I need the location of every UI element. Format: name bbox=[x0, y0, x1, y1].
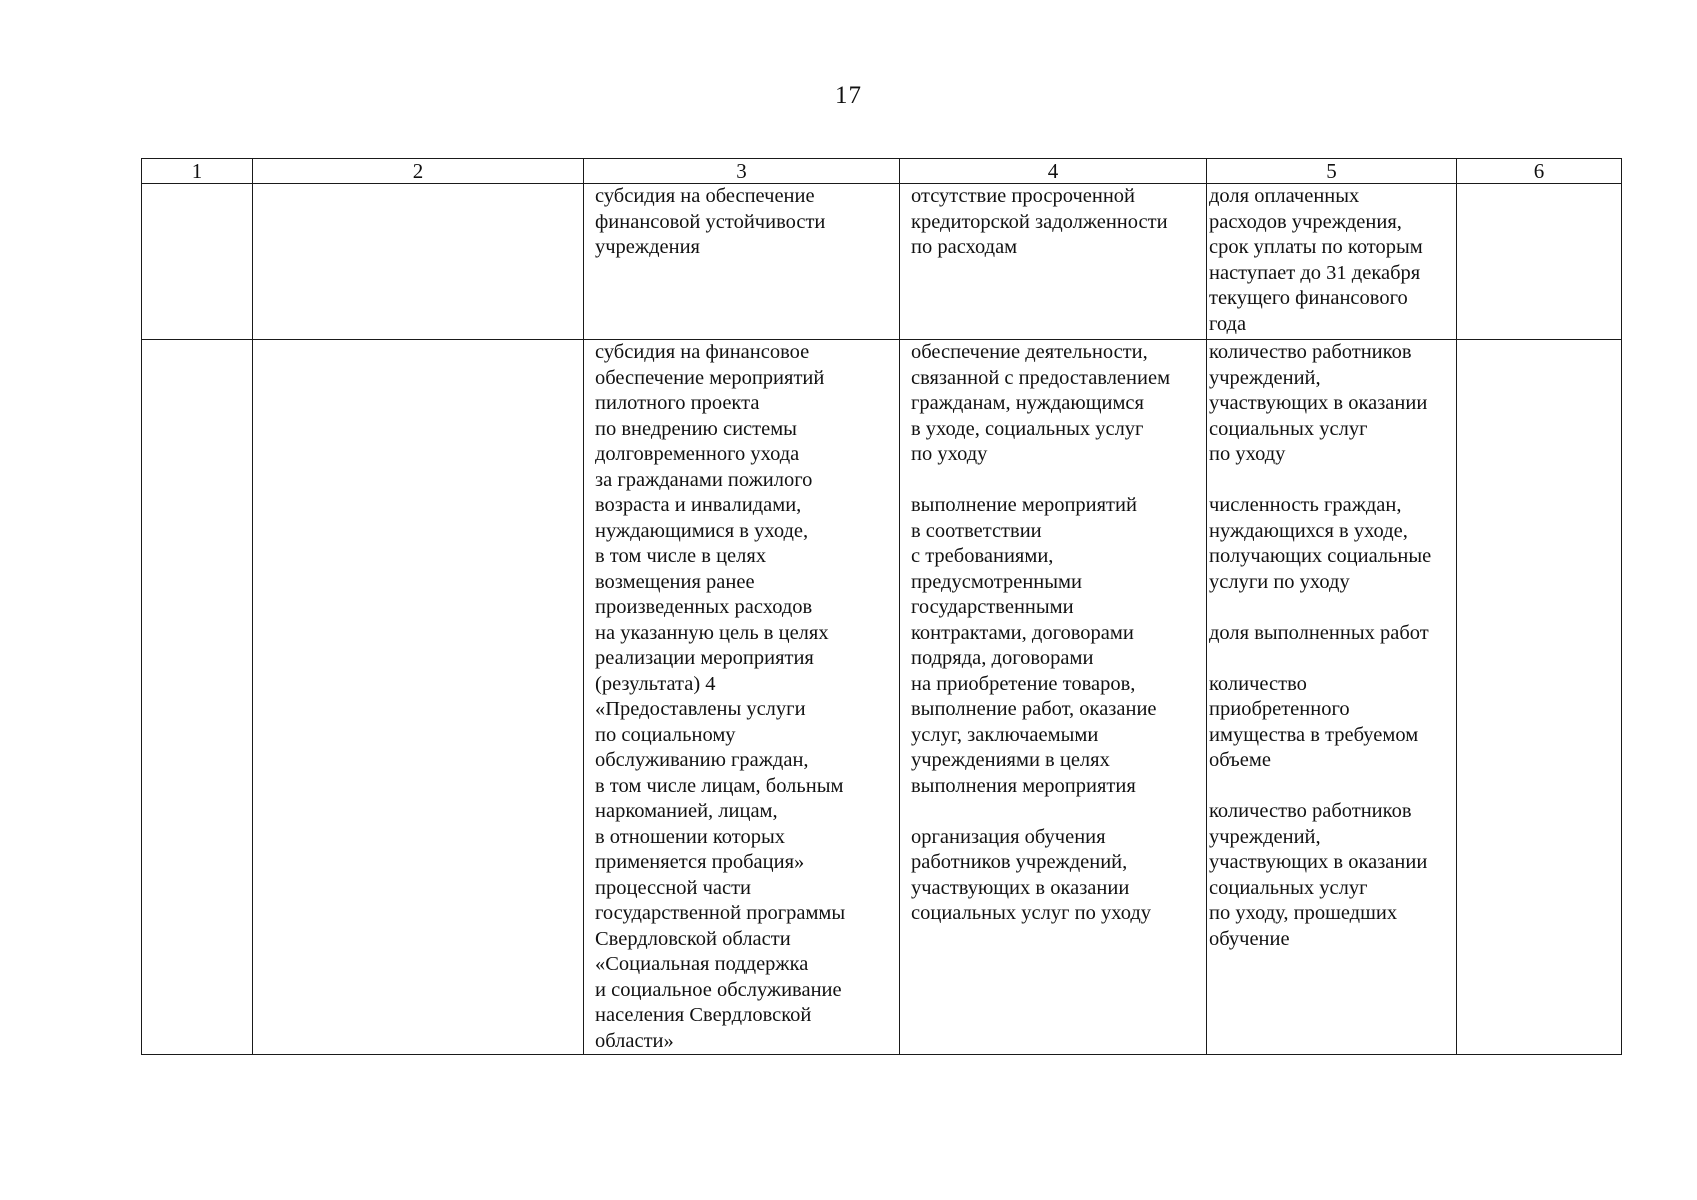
col-header-6: 6 bbox=[1457, 159, 1622, 184]
table-cell-col-4 bbox=[900, 184, 1207, 340]
table-cell-col-5 bbox=[1207, 184, 1457, 340]
table-cell-col-3 bbox=[584, 340, 900, 1055]
table-cell-col-5 bbox=[1207, 340, 1457, 1055]
cell-paragraph: субсидия на обеспечение финансовой устойчивости учреждения bbox=[595, 185, 826, 258]
table-cell-col-1 bbox=[142, 184, 253, 340]
table-cell-col-2 bbox=[253, 184, 584, 340]
page-number: 17 bbox=[835, 82, 862, 109]
cell-paragraph: субсидия на финансовое обеспечение мероприятий пилотного проекта по внедрению системы долговременного ухода за гражданами пожилого возраста и инвалидами, нуждающимися в уходе, в том числе в целях возмещения ранее произведенных расходов на указанную цель в целях реализации мероприятия (результата) 4 «Предоставлены услуги по социальному обслуживанию граждан, в том числе лицам, больным наркоманией, лицам, в отношении которых применяется пробация» процессной части государственной программы Свердловской области «Социальная поддержка и социальное обслуживание населения Свердловской области» bbox=[595, 341, 846, 1052]
cell-paragraph: количество работников учреждений, участвующих в оказании социальных услуг по уходу, прошедших обучение bbox=[1209, 800, 1428, 950]
table-cell-col-3 bbox=[584, 184, 900, 340]
cell-paragraph: обеспечение деятельности, связанной с предоставлением гражданам, нуждающимся в уходе, социальных услуг по уходу bbox=[911, 341, 1171, 465]
cell-paragraph: количество работников учреждений, участвующих в оказании социальных услуг по уходу bbox=[1209, 341, 1428, 465]
cell-paragraph: выполнение мероприятий в соответствии с требованиями, предусмотренными государственными контрактами, договорами подряда, договорами на приобретение товаров, выполнение работ, оказание услуг, заключаемыми учреждениями в целях выполнения мероприятия bbox=[911, 494, 1157, 797]
data-table bbox=[141, 158, 1622, 1055]
col-header-1: 1 bbox=[142, 159, 253, 184]
cell-paragraph: отсутствие просроченной кредиторской задолженности по расходам bbox=[911, 185, 1168, 258]
cell-paragraph: доля оплаченных расходов учреждения, срок уплаты по которым наступает до 31 декабря текущего финансового года bbox=[1209, 185, 1423, 335]
col-header-4: 4 bbox=[900, 159, 1207, 184]
table-row bbox=[142, 184, 1622, 340]
col-header-5: 5 bbox=[1207, 159, 1457, 184]
col-header-3: 3 bbox=[584, 159, 900, 184]
table-row bbox=[142, 340, 1622, 1055]
table-cell-col-2 bbox=[253, 340, 584, 1055]
cell-paragraph: доля выполненных работ bbox=[1209, 621, 1429, 644]
table-cell-col-4 bbox=[900, 340, 1207, 1055]
header-row bbox=[142, 159, 1622, 184]
table-cell-col-6 bbox=[1457, 184, 1622, 340]
table-cell-col-6 bbox=[1457, 340, 1622, 1055]
table-cell-col-1 bbox=[142, 340, 253, 1055]
cell-paragraph: организация обучения работников учреждений, участвующих в оказании социальных услуг по уходу bbox=[911, 825, 1152, 924]
cell-paragraph: численность граждан, нуждающихся в уходе, получающих социальные услуги по уходу bbox=[1209, 494, 1432, 593]
col-header-2: 2 bbox=[253, 159, 584, 184]
cell-paragraph: количество приобретенного имущества в требуемом объеме bbox=[1209, 672, 1419, 771]
